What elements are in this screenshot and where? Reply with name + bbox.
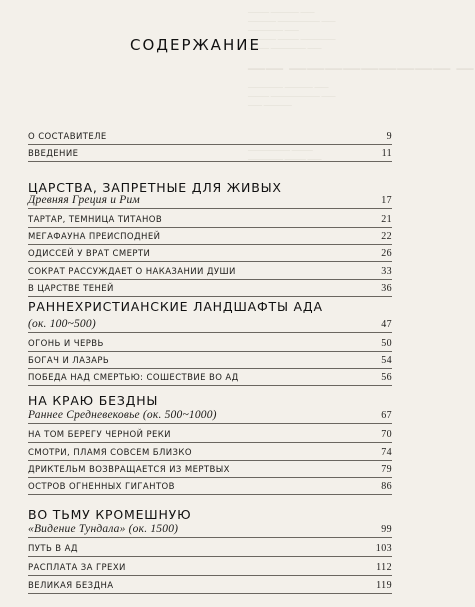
toc-entry: ТАРТАР, ТЕМНИЦА ТИТАНОВ 21 (28, 214, 392, 228)
reverse-side-bleed-through: ——— ———— —— ———— —————— —— ————— —— ———— ——— ————— ——— ————— —— —— ————————— — ————— ———— —— ——— ——————— —— —— ———— —————— ——— ————— ——— —— (248, 8, 475, 163)
toc-entry: СМОТРИ, ПЛАМЯ СОВСЕМ БЛИЗКО 74 (28, 447, 392, 461)
toc-subtitle: Древняя Греция и Рим 17 (28, 194, 392, 209)
toc-entry: НА ТОМ БЕРЕГУ ЧЕРНОЙ РЕКИ 70 (28, 429, 392, 443)
page-title: СОДЕРЖАНИЕ (130, 36, 261, 54)
section-heading: РАННЕХРИСТИАНСКИЕ ЛАНДШАФТЫ АДА (28, 299, 323, 314)
toc-entry: БОГАЧ И ЛАЗАРЬ 54 (28, 355, 392, 369)
toc-subtitle: (ок. 100~500) 47 (28, 318, 392, 333)
toc-entry: ПОБЕДА НАД СМЕРТЬЮ: СОШЕСТВИЕ ВО АД 56 (28, 372, 392, 386)
toc-entry: ОДИССЕЙ У ВРАТ СМЕРТИ 26 (28, 248, 392, 262)
toc-entry: ВВЕДЕНИЕ 11 (28, 148, 392, 162)
toc-entry: В ЦАРСТВЕ ТЕНЕЙ 36 (28, 283, 392, 297)
toc-entry: ПУТЬ В АД 103 (28, 543, 392, 557)
toc-entry: ОГОНЬ И ЧЕРВЬ 50 (28, 338, 392, 352)
toc-entry: ДРИКТЕЛЬМ ВОЗВРАЩАЕТСЯ ИЗ МЕРТВЫХ 79 (28, 464, 392, 478)
toc-subtitle: Раннее Средневековье (ок. 500~1000) 67 (28, 409, 392, 424)
toc-entry: ОСТРОВ ОГНЕННЫХ ГИГАНТОВ 86 (28, 481, 392, 495)
toc-entry: О СОСТАВИТЕЛЕ 9 (28, 131, 392, 145)
section-heading: НА КРАЮ БЕЗДНЫ (28, 393, 159, 408)
toc-entry: РАСПЛАТА ЗА ГРЕХИ 112 (28, 562, 392, 576)
toc-subtitle: «Видение Тундала» (ок. 1500) 99 (28, 523, 392, 538)
toc-entry: МЕГАФАУНА ПРЕИСПОДНЕЙ 22 (28, 231, 392, 245)
toc-entry: СОКРАТ РАССУЖДАЕТ О НАКАЗАНИИ ДУШИ 33 (28, 266, 392, 280)
toc-entry: ВЕЛИКАЯ БЕЗДНА 119 (28, 580, 392, 594)
section-heading: ЦАРСТВА, ЗАПРЕТНЫЕ ДЛЯ ЖИВЫХ (28, 180, 282, 195)
section-heading: ВО ТЬМУ КРОМЕШНУЮ (28, 507, 192, 522)
